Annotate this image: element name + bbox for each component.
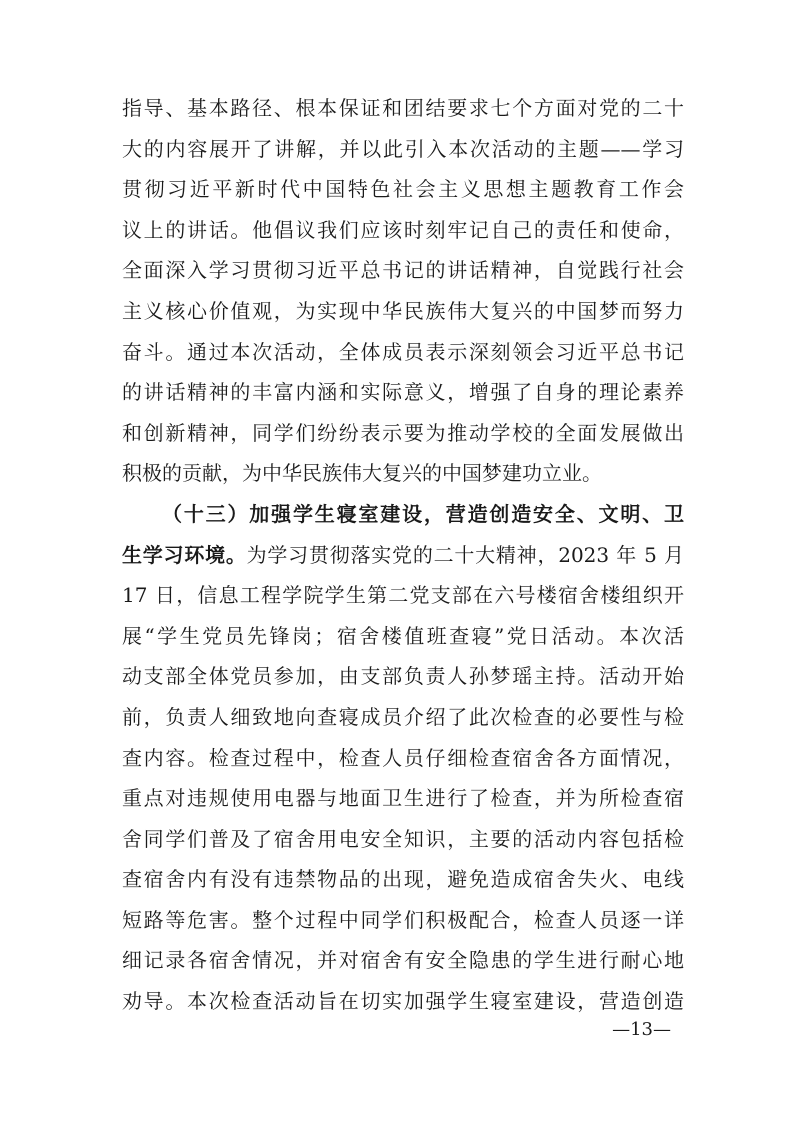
paragraph-line: 全面深入学习贯彻习近平总书记的讲话精神，自觉践行社会 [122,258,684,283]
section-heading-continuation [122,535,684,576]
paragraph-line: 议上的讲话。他倡议我们应该时刻牢记自己的责任和使命， [122,217,684,242]
paragraph-line: 积极的贡献，为中华民族伟大复兴的中国梦建功立业。 [122,461,602,486]
paragraph-line: 查宿舍内有没有违禁物品的出现，避免造成宿舍失火、电线 [122,867,684,892]
paragraph-line: 查内容。检查过程中，检查人员仔细检查宿舍各方面情况， [122,745,684,770]
paragraph-line: 和创新精神，同学们纷纷表示要为推动学校的全面发展做出 [122,420,684,445]
paragraph-start: 为学习贯彻落实党的二十大精神，2023 年 5 月 [246,542,685,567]
paragraph-line: 大的内容展开了讲解，并以此引入本次活动的主题——学习 [122,136,684,161]
body-text [122,88,684,1022]
section-heading-tail: 生学习环境。 [122,542,247,567]
paragraph-line: 动支部全体党员参加，由支部负责人孙梦瑶主持。活动开始 [122,664,684,689]
paragraph-line: 奋斗。通过本次活动，全体成员表示深刻领会习近平总书记 [122,339,684,364]
page-number: —13— [612,1019,671,1040]
paragraph-line: 重点对违规使用电器与地面卫生进行了检查，并为所检查宿 [122,786,684,811]
paragraph-line: 短路等危害。整个过程中同学们积极配合，检查人员逐一详 [122,907,684,932]
paragraph-line: 劝导。本次检查活动旨在切实加强学生寝室建设，营造创造 [122,989,684,1014]
paragraph-line: 展“学生党员先锋岗；宿舍楼值班查寝”党日活动。本次活 [122,623,684,648]
paragraph-line: 主义核心价值观，为实现中华民族伟大复兴的中国梦而努力 [122,298,684,323]
paragraph-line: 细记录各宿舍情况，并对宿舍有安全隐患的学生进行耐心地 [122,948,684,973]
section-heading [122,494,684,535]
paragraph-line: 的讲话精神的丰富内涵和实际意义，增强了自身的理论素养 [122,380,684,405]
paragraph-line: 贯彻习近平新时代中国特色社会主义思想主题教育工作会 [122,177,684,202]
paragraph-line: 前，负责人细致地向查寝成员介绍了此次检查的必要性与检 [122,704,684,729]
paragraph-line: 17 日，信息工程学院学生第二党支部在六号楼宿舍楼组织开 [122,583,684,608]
paragraph-line: 舍同学们普及了宿舍用电安全知识，主要的活动内容包括检 [122,826,684,851]
section-heading-text: （十三）加强学生寝室建设，营造创造安全、文明、卫 [162,501,684,526]
paragraph-line: 指导、基本路径、根本保证和团结要求七个方面对党的二十 [122,96,684,120]
